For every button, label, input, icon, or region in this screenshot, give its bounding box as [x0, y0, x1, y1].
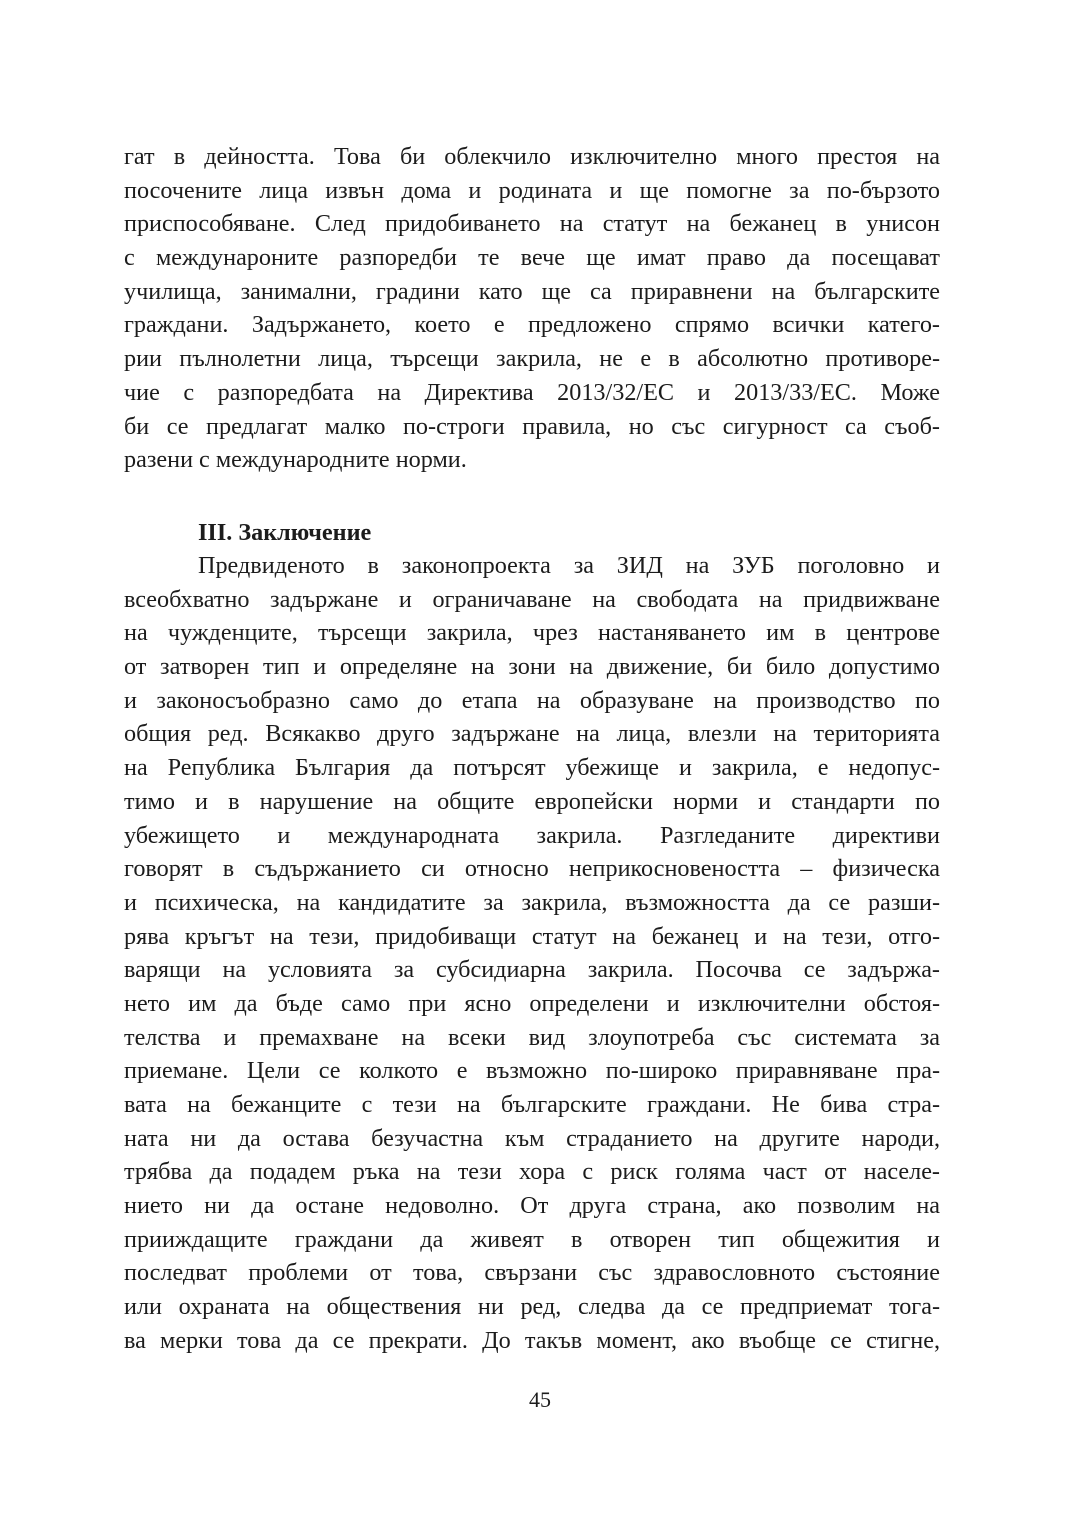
text-line: убежището и международната закрила. Разгледаните директиви: [124, 821, 940, 849]
text-line: и психическа, на кандидатите за закрила, възможността да се разши-: [124, 888, 940, 916]
text-line: общия ред. Всякакво друго задържане на лица, влезли на територията: [124, 720, 940, 748]
text-line: Предвиденото в законопроекта за ЗИД на ЗУБ поголовно и: [198, 552, 940, 579]
text-line: вата на бежанците с тези на българските граждани. Не бива стра-: [124, 1091, 940, 1118]
text-line: телства и премахване на всеки вид злоупотреба със системата за: [124, 1023, 940, 1051]
text-line: посочените лица извън дома и родината и ще помогне за по-бързото: [124, 176, 940, 204]
text-line: последват проблеми от това, свързани със здравословното състояние: [124, 1259, 940, 1287]
text-line: би се предлагат малко по-строги правила, но със сигурност са съоб-: [124, 412, 940, 440]
text-line: прииждащите граждани да живеят в отворен тип общежития и: [124, 1225, 940, 1253]
section-heading: III. Заключение: [198, 519, 372, 546]
text-line: с междунароните разпоредби те вече ще имат право да посещават: [124, 244, 940, 272]
text-line: ва мерки това да се прекрати. До такъв момент, ако въобще се стигне,: [124, 1326, 940, 1354]
text-line: приспособяване. След придобиването на статут на бежанец в унисон: [124, 210, 940, 238]
text-line: рии пълнолетни лица, търсещи закрила, не е в абсолютно противоре-: [124, 345, 940, 373]
text-line: говорят в съдържанието си относно неприкосновеността – физическа: [124, 855, 940, 883]
page-number: 45: [529, 1387, 551, 1412]
text-line: рява кръгът на тези, придобиващи статут на бежанец и на тези, отго-: [124, 922, 940, 950]
text-line: и законосъобразно само до етапа на образуване на производство по: [124, 686, 940, 714]
text-line: всеобхватно задържане и ограничаване на свободата на придвижване: [124, 585, 940, 613]
text-line: на чужденците, търсещи закрила, чрез настаняването им в центрове: [124, 619, 940, 647]
text-line: гат в дейността. Това би облекчило изключително много престоя на: [124, 143, 940, 170]
text-line: или охраната на обществения ни ред, следва да се предприемат тога-: [124, 1293, 940, 1321]
text-line: граждани. Задържането, което е предложено спрямо всички катего-: [124, 311, 940, 339]
text-line: тимо и в нарушение на общите европейски норми и стандарти по: [124, 787, 940, 815]
conclusion-paragraph: [124, 549, 940, 1358]
text-line: на Република България да потърсят убежище и закрила, е недопус-: [124, 754, 940, 782]
text-line: нието ни да остане недоволно. От друга страна, ако позволим на: [124, 1192, 940, 1220]
text-line: трябва да подадем ръка на тези хора с риск голяма част от населе-: [124, 1158, 940, 1186]
text-line: училища, занимални, градини като ще са приравнени на българските: [124, 277, 940, 305]
text-line: чие с разпоредбата на Директива 2013/32/ЕС и 2013/33/ЕС. Може: [124, 378, 940, 406]
text-line: ната ни да остава безучастна към страданието на другите народи,: [124, 1124, 940, 1152]
text-line: приемане. Цели се колкото е възможно по-широко приравняване пра-: [124, 1057, 940, 1085]
text-line: нето им да бъде само при ясно определени и изключителни обстоя-: [124, 989, 940, 1017]
text-line: от затворен тип и определяне на зони на движение, би било допустимо: [124, 653, 940, 681]
text-line: разени с международните норми.: [124, 446, 467, 474]
paragraph-continuation: [124, 140, 940, 477]
text-line: варящи на условията за субсидиарна закрила. Посочва се задържа-: [124, 956, 940, 984]
